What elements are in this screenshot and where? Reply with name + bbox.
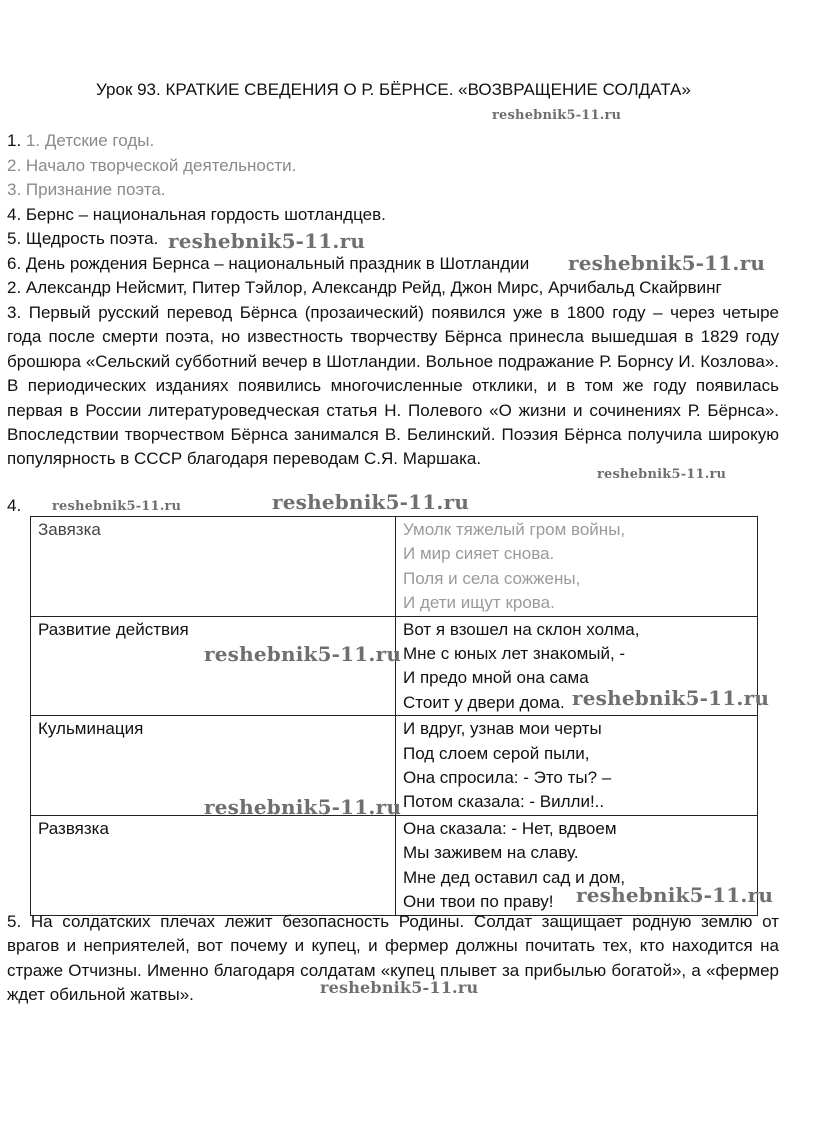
verse-line: Умолк тяжелый гром войны, [403,520,626,539]
section1-item-4: 4. Бернс – национальная гордость шотландцев. [7,205,386,224]
watermark: reshebnik5-11.ru [272,490,470,514]
verse-line: Они твои по праву! [403,892,554,912]
verse-line: Мне дед оставил сад и дом, [403,867,626,887]
plot-table [30,516,758,916]
section1-item-text: 2. Начало творческой деятельности. [7,156,297,175]
stage-cell: Завязка [31,517,396,617]
verse-line: Она спросила: - Это ты? – [403,768,612,788]
section1-item-2 [7,156,296,176]
stage-cell: Развязка [31,815,396,915]
verse-line: Поля и села сожжены, [403,568,581,588]
watermark: reshebnik5-11.ru [204,795,402,819]
verse-line: Она сказала: - Нет, вдвоем [403,818,617,838]
section1-item-5: 5. Щедрость поэта. [7,229,159,248]
watermark: reshebnik5-11.ru [597,467,727,482]
section1-item-6: 6. День рождения Бернса – национальный праздник в Шотландии [7,254,530,273]
watermark: reshebnik5-11.ru [576,883,774,907]
section4-number: 4. [7,496,22,515]
verse-line: Вот я взошел на склон холма, [403,619,640,639]
watermark: reshebnik5-11.ru [492,108,622,123]
verse-line: И мир сияет снова. [403,544,555,564]
verse-line: Под слоем серой пыли, [403,743,590,763]
section1-item-text: 3. Признание поэта. [7,180,166,199]
stage-cell: Кульминация [31,716,396,816]
verse-line: И предо мной она сама [403,668,589,688]
verse-line: Стоит у двери дома. [403,692,565,712]
watermark: reshebnik5-11.ru [168,229,366,253]
watermark: reshebnik5-11.ru [320,978,479,997]
section5-paragraph: 5. На солдатских плечах лежит безопасность Родины. Солдат защищает родную землю от врагов и неприятелей, вот почему и купец, и фермер должны почитать тех, кто находится на страже Отчизны. Именно благодаря солдатам «купец плывет за прибылью богатой», а «фермер ждет обильной жатвы». [7,912,779,1005]
table-row [31,517,758,617]
verse-line: И вдруг, узнав мои черты [403,719,602,739]
watermark: reshebnik5-11.ru [52,499,182,514]
verse-cell [396,716,758,816]
section1-number: 1. [7,131,22,150]
verse-line: Мне с юных лет знакомый, - [403,644,626,664]
verse-cell [396,517,758,617]
watermark: reshebnik5-11.ru [572,686,770,710]
section1-item-1 [7,131,154,151]
page-title: Урок 93. КРАТКИЕ СВЕДЕНИЯ О Р. БЁРНСЕ. «ВОЗВРАЩЕНИЕ СОЛДАТА» [96,80,691,99]
section3-paragraph: 3. Первый русский перевод Бёрнса (прозаический) появился уже в 1800 году – через четыре года после смерти поэта, но известность творчеству Бёрнса принесла вышедшая в 1829 году брошюра «Сельский субботний вечер в Шотландии. Вольное подражание Р. Борнсу И. Козлова». В периодических изданиях появились многочисленные отклики, и в том же году появилась первая в России литературоведческая статья Н. Полевого «О жизни и сочинениях Р. Бёрнса». Впоследствии творчеством Бёрнса занимался В. Белинский. Поэзия Бёрнса получила широкую популярность в СССР благодаря переводам С.Я. Маршака. [7,303,779,469]
section1-item-text: 1. Детские годы. [25,131,155,150]
verse-line: И дети ищут крова. [403,593,555,613]
watermark: reshebnik5-11.ru [204,642,402,666]
verse-line: Потом сказала: - Вилли!.. [403,792,605,812]
stage-cell: Развитие действия [31,616,396,716]
verse-line: Мы заживем на славу. [403,843,579,863]
watermark: reshebnik5-11.ru [568,251,766,275]
section2-authors: 2. Александр Нейсмит, Питер Тэйлор, Александр Рейд, Джон Мирс, Арчибальд Скайрвинг [7,278,722,297]
section1-item-3 [7,180,166,200]
